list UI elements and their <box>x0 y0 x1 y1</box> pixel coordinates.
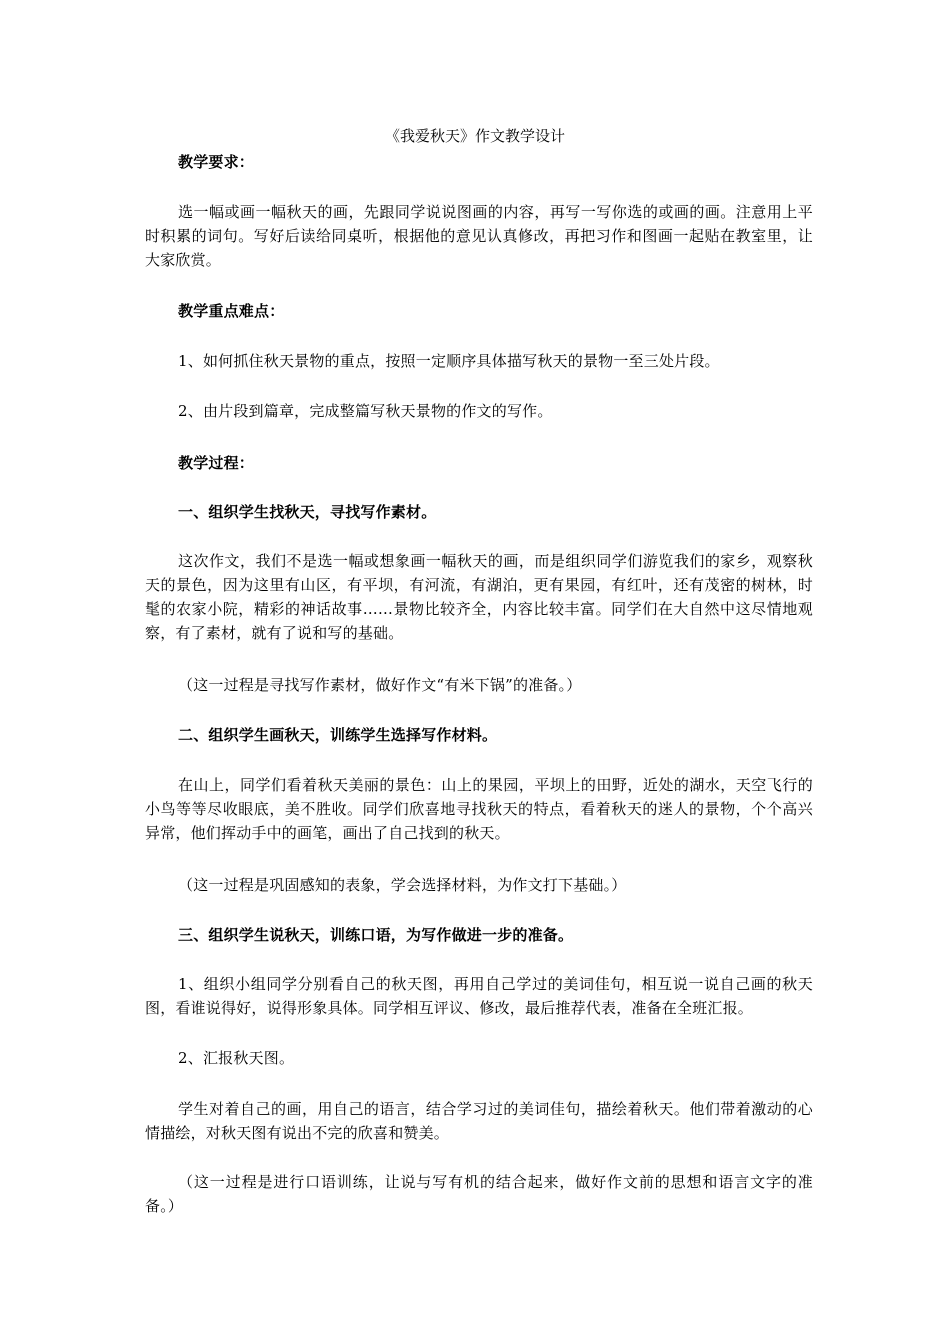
document-title: 《我爱秋天》作文教学设计 <box>384 127 565 145</box>
step-2-heading: 二、组织学生画秋天，训练学生选择写作材料。 <box>178 726 498 744</box>
step-2-note: （这一过程是巩固感知的表象，学会选择材料，为作文打下基础。） <box>178 876 627 894</box>
teaching-process-heading: 教学过程： <box>178 454 255 472</box>
step-2-text: 在山上，同学们看着秋天美丽的景色：山上的果园，平坝上的田野，近处的湖水，天空飞行的小鸟等等尽收眼底，美不胜收。同学们欣喜地寻找秋天的特点，看着秋天的迷人的景物，个个高兴异常，他们挥动手中的画笔，画出了自己找到的秋天。 <box>145 776 813 842</box>
step-3-item-2: 2、汇报秋天图。 <box>178 1049 295 1067</box>
teaching-requirements-heading: 教学要求： <box>178 153 255 171</box>
key-points-heading: 教学重点难点： <box>178 302 285 320</box>
step-3-text: 学生对着自己的画，用自己的语言，结合学习过的美词佳句，描绘着秋天。他们带着激动的心情描绘，对秋天图有说出不完的欣喜和赞美。 <box>145 1100 813 1142</box>
step-1-heading: 一、组织学生找秋天，寻找写作素材。 <box>178 503 437 521</box>
step-3-note: （这一过程是进行口语训练，让说与写有机的结合起来，做好作文前的思想和语言文字的准备。） <box>145 1173 813 1215</box>
key-point-1: 1、如何抓住秋天景物的重点，按照一定顺序具体描写秋天的景物一至三处片段。 <box>178 352 720 370</box>
step-1-note: （这一过程是寻找写作素材，做好作文“有米下锅”的准备。） <box>178 676 582 694</box>
teaching-requirements-text: 选一幅或画一幅秋天的画，先跟同学说说图画的内容，再写一写你选的或画的画。注意用上平时积累的词句。写好后读给同桌听，根据他的意见认真修改，再把习作和图画一起贴在教室里，让大家欣赏。 <box>145 203 813 269</box>
key-point-2: 2、由片段到篇章，完成整篇写秋天景物的作文的写作。 <box>178 402 553 420</box>
step-3-heading: 三、组织学生说秋天，训练口语，为写作做进一步的准备。 <box>178 926 574 944</box>
step-3-item-1: 1、组织小组同学分别看自己的秋天图，再用自己学过的美词佳句，相互说一说自己画的秋天图，看谁说得好，说得形象具体。同学相互评议、修改，最后推荐代表，准备在全班汇报。 <box>145 975 813 1017</box>
step-1-text: 这次作文，我们不是选一幅或想象画一幅秋天的画，而是组织同学们游览我们的家乡，观察秋天的景色，因为这里有山区，有平坝，有河流，有湖泊，更有果园，有红叶，还有茂密的树林，时髦的农家小院，精彩的神话故事……景物比较齐全，内容比较丰富。同学们在大自然中这尽情地观察，有了素材，就有了说和写的基础。 <box>145 552 813 642</box>
